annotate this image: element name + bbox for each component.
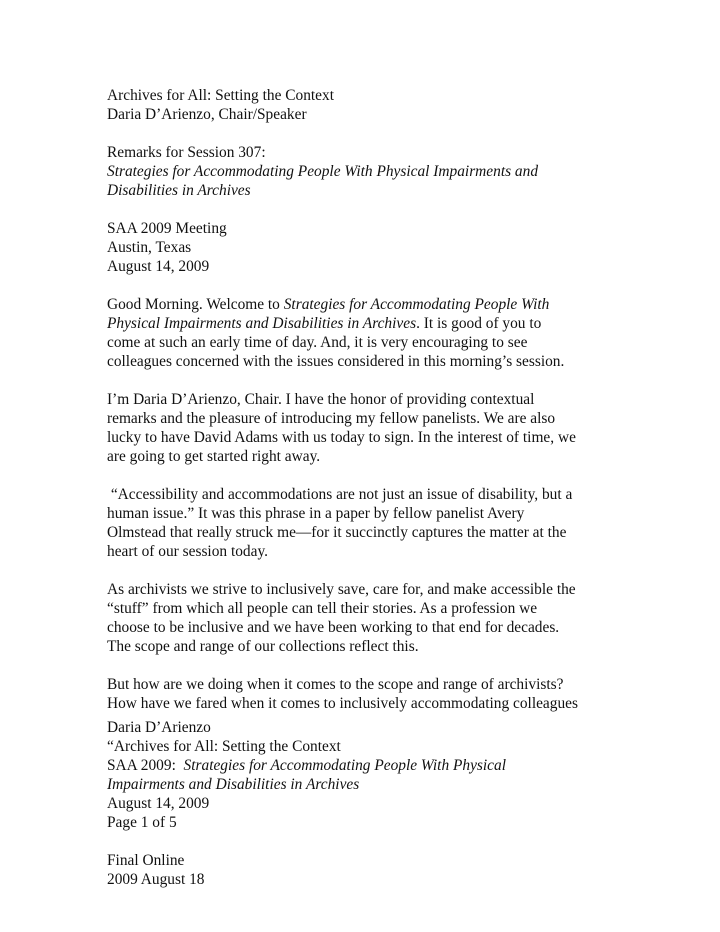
p1-line1-text: Good Morning. Welcome to <box>107 296 284 313</box>
p3-line: Olmstead that really struck me—for it succinctly captures the matter at the <box>107 524 567 541</box>
footer-author: Daria D’Arienzo <box>107 719 211 736</box>
p3-line: human issue.” It was this phrase in a paper by fellow panelist Avery <box>107 505 525 522</box>
paragraph-welcome <box>107 295 627 371</box>
p4-line: The scope and range of our collections reflect this. <box>107 638 419 655</box>
p2-line: are going to get started right away. <box>107 448 321 465</box>
p1-line2-text: . It is good of you to <box>416 315 542 332</box>
p5-line: How have we fared when it comes to inclusively accommodating colleagues <box>107 695 578 712</box>
footer-conf-italic-line2: Impairments and Disabilities in Archives <box>107 776 360 793</box>
p1-line2-italic: Physical Impairments and Disabilities in Archives <box>107 315 417 332</box>
remarks-label: Remarks for Session 307: <box>107 144 266 161</box>
footer-date: August 14, 2009 <box>107 795 210 812</box>
paragraph-archivists <box>107 580 627 656</box>
p1-line4: colleagues concerned with the issues considered in this morning’s session. <box>107 353 565 370</box>
session-title-line1: Strategies for Accommodating People With Physical Impairments and <box>107 163 539 180</box>
meeting-location: Austin, Texas <box>107 239 192 256</box>
p4-line: “stuff” from which all people can tell their stories. As a profession we <box>107 600 538 617</box>
footer-status-date: 2009 August 18 <box>107 871 205 888</box>
p2-line: remarks and the pleasure of introducing my fellow panelists. We are also <box>107 410 556 427</box>
p3-line: “Accessibility and accommodations are not just an issue of disability, but a <box>107 486 573 503</box>
p4-line: choose to be inclusive and we have been working to that end for decades. <box>107 619 560 636</box>
page-number: Page 1 of 5 <box>107 814 177 831</box>
footer-status: Final Online <box>107 852 185 869</box>
document-body <box>107 86 627 713</box>
doc-title: Archives for All: Setting the Context <box>107 87 334 104</box>
p4-line: As archivists we strive to inclusively save, care for, and make accessible the <box>107 581 576 598</box>
p5-line: But how are we doing when it comes to the scope and range of archivists? <box>107 676 564 693</box>
paragraph-quote <box>107 485 627 561</box>
p1-line3: come at such an early time of day. And, it is very encouraging to see <box>107 334 528 351</box>
p3-line: heart of our session today. <box>107 543 268 560</box>
paragraph-introduction <box>107 390 627 466</box>
p2-line: lucky to have David Adams with us today to sign. In the interest of time, we <box>107 429 576 446</box>
footer-conf-label: SAA 2009: <box>107 757 184 774</box>
session-title-line2: Disabilities in Archives <box>107 182 251 199</box>
meeting-name: SAA 2009 Meeting <box>107 220 227 237</box>
paragraph-question <box>107 675 627 713</box>
page-footer <box>107 718 627 889</box>
doc-author: Daria D’Arienzo, Chair/Speaker <box>107 106 307 123</box>
p2-line: I’m Daria D’Arienzo, Chair. I have the honor of providing contextual <box>107 391 535 408</box>
p1-line1-italic: Strategies for Accommodating People With <box>283 296 550 313</box>
meeting-date: August 14, 2009 <box>107 258 210 275</box>
footer-title: “Archives for All: Setting the Context <box>107 738 341 755</box>
footer-conf-italic-line1: Strategies for Accommodating People With Physical <box>183 757 506 774</box>
